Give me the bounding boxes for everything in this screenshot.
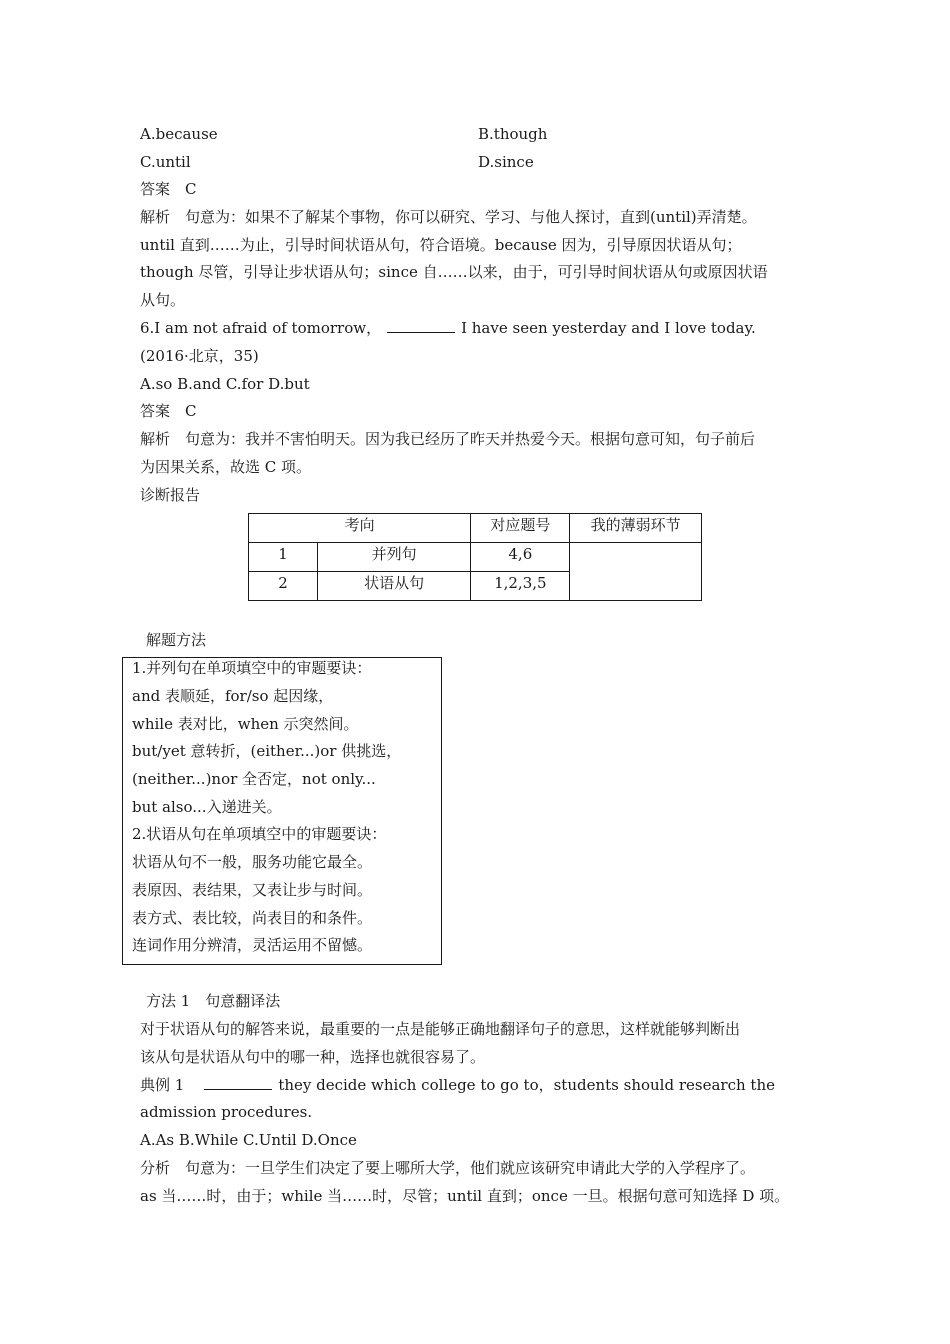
option-b: B.though bbox=[478, 125, 548, 143]
q6-stem bbox=[140, 318, 756, 338]
example-stem bbox=[140, 1075, 775, 1095]
answer-blank bbox=[387, 318, 455, 333]
method-box-line: 2.状语从句在单项填空中的审题要诀： bbox=[132, 825, 387, 843]
option-c: C.until bbox=[140, 153, 191, 171]
example-analysis-line: 分析 句意为：一旦学生们决定了要上哪所大学，他们就应该研究申请此大学的入学程序了。 bbox=[140, 1159, 756, 1177]
answer-blank bbox=[204, 1075, 272, 1090]
example-stem-cont: admission procedures. bbox=[140, 1103, 313, 1121]
q5-answer: 答案 C bbox=[140, 180, 197, 198]
row-number: 1 bbox=[249, 543, 318, 572]
method-box-line: 连词作用分辨清，灵活运用不留憾。 bbox=[132, 936, 373, 954]
q5-analysis-line: until 直到……为止，引导时间状语从句，符合语境。because 因为，引导原因状语从句； bbox=[140, 236, 742, 254]
method-box-line: (neither...)nor 全否定，not only... bbox=[132, 770, 376, 788]
q5-analysis-line: 解析 句意为：如果不了解某个事物，你可以研究、学习、与他人探讨，直到(until)弄清楚。 bbox=[140, 208, 757, 226]
option-a: A.because bbox=[140, 125, 218, 143]
q6-source: (2016·北京，35) bbox=[140, 347, 259, 365]
method-box-line: and 表顺延，for/so 起因缘， bbox=[132, 687, 334, 705]
method-box bbox=[122, 657, 442, 965]
q6-stem-after: I have seen yesterday and I love today. bbox=[461, 319, 756, 337]
table-header-row bbox=[249, 514, 702, 543]
method1-intro-line: 对于状语从句的解答来说，最重要的一点是能够正确地翻译句子的意思，这样就能够判断出 bbox=[140, 1020, 741, 1038]
weakness-cell bbox=[570, 543, 702, 601]
method-box-line: while 表对比，when 示突然间。 bbox=[132, 715, 359, 733]
example-analysis-line: as 当……时，由于；while 当……时，尽管；until 直到；once 一旦。根据句意可知选择 D 项。 bbox=[140, 1187, 790, 1205]
table-row bbox=[249, 543, 702, 572]
method1-title: 方法 1 句意翻译法 bbox=[146, 992, 281, 1010]
method-title: 解题方法 bbox=[146, 631, 207, 649]
example-options: A.As B.While C.Until D.Once bbox=[140, 1131, 357, 1149]
q6-answer: 答案 C bbox=[140, 402, 197, 420]
row-number: 2 bbox=[249, 572, 318, 601]
example-label: 典例 1 bbox=[140, 1076, 185, 1094]
row-topic: 并列句 bbox=[318, 543, 471, 572]
report-title: 诊断报告 bbox=[140, 486, 201, 504]
method-box-line: but/yet 意转折，(either...)or 供挑选， bbox=[132, 742, 402, 760]
method-box-line: 表方式、表比较，尚表目的和条件。 bbox=[132, 909, 373, 927]
example-stem-after: they decide which college to go to，students should research the bbox=[278, 1076, 775, 1094]
q6-stem-before: 6.I am not afraid of tomorrow， bbox=[140, 319, 382, 337]
method-box-line: but also...入递进关。 bbox=[132, 798, 282, 816]
q6-analysis-line: 解析 句意为：我并不害怕明天。因为我已经历了昨天并热爱今天。根据句意可知，句子前后 bbox=[140, 430, 756, 448]
row-topic: 状语从句 bbox=[318, 572, 471, 601]
method-box-line: 1.并列句在单项填空中的审题要诀： bbox=[132, 659, 372, 677]
q5-analysis-line: though 尽管，引导让步状语从句；since 自……以来，由于，可引导时间状语从句或原因状语 bbox=[140, 263, 768, 281]
method-box-line: 表原因、表结果，又表让步与时间。 bbox=[132, 881, 373, 899]
option-d: D.since bbox=[478, 153, 534, 171]
method1-intro-line: 该从句是状语从句中的哪一种，选择也就很容易了。 bbox=[140, 1048, 486, 1066]
diagnostic-table bbox=[248, 513, 702, 601]
header-questions: 对应题号 bbox=[471, 514, 570, 543]
method-box-line: 状语从句不一般，服务功能它最全。 bbox=[132, 853, 373, 871]
header-topic: 考向 bbox=[249, 514, 471, 543]
q6-options: A.so B.and C.for D.but bbox=[140, 375, 310, 393]
header-weakness: 我的薄弱环节 bbox=[570, 514, 702, 543]
q5-analysis-line: 从句。 bbox=[140, 291, 186, 309]
row-questions: 1,2,3,5 bbox=[471, 572, 570, 601]
q6-analysis-line: 为因果关系，故选 C 项。 bbox=[140, 458, 312, 476]
row-questions: 4,6 bbox=[471, 543, 570, 572]
